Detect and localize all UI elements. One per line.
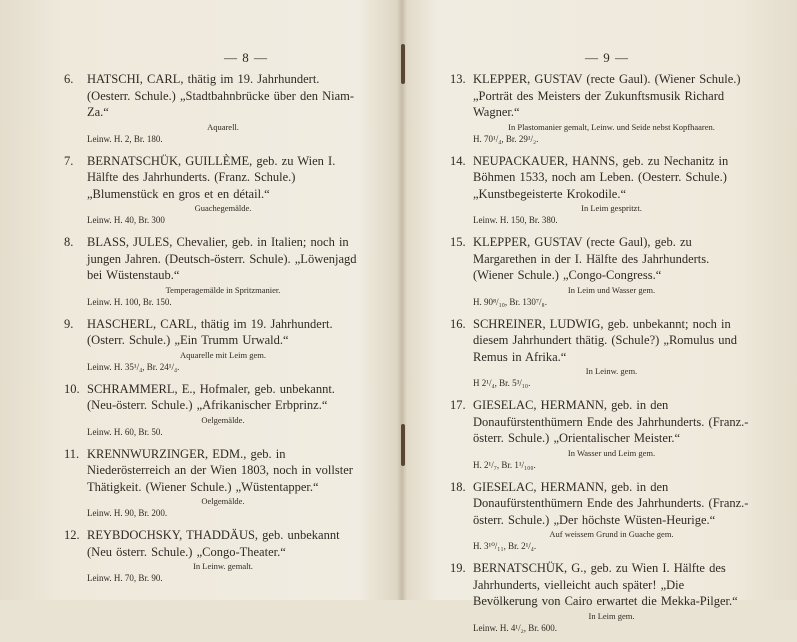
entry-measure: H. 3¹⁰/₁₁, Br. 2¹/₄. (473, 541, 537, 551)
entry-number: 18. (450, 479, 466, 494)
entry-number: 11. (64, 446, 80, 461)
catalog-entry (64, 71, 359, 146)
entry-technique: Oelgemälde. (201, 414, 245, 425)
entry-number: 14. (450, 153, 466, 168)
left-page (64, 0, 359, 600)
entry-text: GIESELAC, HERMANN, geb. in den Donaufürstenthümern Ende des Jahrhunderts. (Franz.-österr. Schule.) „Orientalischer Meister.“ (473, 398, 749, 445)
entry-number: 16. (450, 316, 466, 331)
catalog-entry (450, 316, 750, 391)
entry-measure: H. 90⁸/₁₀, Br. 130⁷/₈. (473, 296, 547, 307)
catalog-entry (450, 153, 750, 228)
entry-text: NEUPACKAUER, HANNS, geb. zu Nechanitz in Böhmen 1533, noch am Leben. (Oesterr. Schule.) „Kunstbegeisterte Krokodile.“ (473, 153, 729, 201)
binding-thread-top (401, 44, 405, 84)
entry-technique: In Leim und Wasser gem. (567, 284, 656, 295)
right-entry-list (450, 71, 750, 642)
entry-measure: H 2¹/₄, Br. 5³/₁₀. (473, 378, 531, 388)
entry-text: SCHREINER, LUDWIG, geb. unbekannt; noch in diesem Jahrhundert thätig. (Schule?) „Romulus und Remus in Afrika.“ (473, 316, 737, 364)
entry-measure: Leinw. H. 40, Br. 300 (87, 215, 165, 225)
catalog-entry (64, 316, 359, 374)
catalog-entry (450, 397, 750, 472)
entry-number: 8. (64, 235, 74, 249)
entry-technique: In Leim gem. (588, 610, 635, 621)
entry-technique: Auf weissem Grund in Guache gem. (549, 529, 674, 539)
entry-text: KRENNWURZINGER, EDM., geb. in Niederösterreich an der Wien 1803, noch in vollster Thätigkeit. (Wiener Schule.) „Wüstentapper.“ (87, 446, 353, 494)
entry-measure: Leinw. H. 60, Br. 50. (87, 426, 163, 437)
entry-technique: Guachegemälde. (194, 203, 252, 213)
left-entry-list (64, 71, 359, 592)
catalog-entry (450, 234, 750, 309)
catalog-entry (64, 234, 359, 309)
catalog-entry (450, 479, 750, 554)
entry-number: 12. (64, 528, 80, 542)
entry-technique: Oelgemälde. (201, 496, 245, 506)
catalog-entry (64, 527, 359, 585)
entry-measure: H. 2¹/₇, Br. 1¹/₁₀₀. (473, 459, 536, 470)
entry-number: 17. (450, 398, 466, 412)
page-number-left: — 8 — (224, 50, 268, 65)
binding-thread-bottom (401, 424, 405, 466)
entry-text: BERNATSCHÜK, G., geb. zu Wien I. Hälfte des Jahrhunderts, vielleicht auch später! „Die Bevölkerung von Cairo erwartet die Mekka-Pilger.“ (473, 561, 738, 608)
entry-text: SCHRAMMERL, E., Hofmaler, geb. unbekannt. (Neu-österr. Schule.) „Afrikanischer Erbprinz.“ (87, 381, 335, 412)
entry-measure: Leinw. H. 2, Br. 180. (87, 133, 163, 144)
entry-technique: Aquarell. (207, 121, 239, 132)
entry-number: 10. (64, 381, 80, 396)
entry-text: HATSCHI, CARL, thätig im 19. Jahrhundert. (Oesterr. Schule.) „Stadtbahnbrücke über den Niam-Za.“ (87, 72, 355, 119)
entry-technique: Temperagemälde in Spritzmanier. (165, 284, 281, 295)
catalog-entry (450, 560, 750, 635)
entry-measure: Leinw. H. 70, Br. 90. (87, 573, 163, 583)
entry-technique: Aquarelle mit Leim gem. (180, 349, 266, 360)
entry-technique: In Leinw. gemalt. (193, 561, 253, 571)
entry-technique: In Wasser und Leim gem. (567, 447, 656, 458)
entry-number: 6. (64, 72, 74, 86)
entry-number: 19. (450, 561, 466, 575)
entry-text: REYBDOCHSKY, THADDÄUS, geb. unbekannt (Neu österr. Schule.) „Congo-Theater.“ (87, 528, 340, 559)
entry-measure: H. 70¹/₄, Br. 29¹/₂. (473, 133, 539, 144)
entry-text: BLASS, JULES, Chevalier, geb. in Italien; noch in jungen Jahren. (Deutsch-österr. Schule). „Löwenjagd bei Wüstenstaub.“ (87, 235, 357, 282)
entry-number: 13. (450, 72, 466, 86)
entry-text: HASCHERL, CARL, thätig im 19. Jahrhundert. (Osterr. Schule.) „Ein Trumm Urwald.“ (87, 316, 333, 347)
catalog-entry (64, 446, 359, 521)
entry-text: BERNATSCHÜK, GUILLÈME, geb. zu Wien I. Hälfte des Jahrhunderts. (Franz. Schule.) „Blumenstück en gros et en détail.“ (87, 153, 336, 201)
catalog-entry (450, 71, 750, 146)
entry-technique: In Leinw. gem. (585, 366, 638, 376)
catalog-entry (64, 153, 359, 228)
entry-technique: In Leim gespritzt. (581, 203, 642, 213)
page-number-right: — 9 — (585, 50, 629, 65)
entry-measure: Leinw. H. 150, Br. 380. (473, 215, 558, 225)
entry-text: GIESELAC, HERMANN, geb. in den Donaufürstenthümern Ende des Jahrhunderts. (Franz.-österr. Schule.) „Der höchste Wüsten-Heurige.“ (473, 479, 749, 527)
entry-number: 15. (450, 235, 466, 249)
entry-text: KLEPPER, GUSTAV (recte Gaul), geb. zu Margarethen in der I. Hälfte des Jahrhunderts. (Wiener Schule.) „Congo-Congress.“ (473, 235, 710, 282)
entry-text: KLEPPER, GUSTAV (recte Gaul). (Wiener Schule.) „Porträt des Meisters der Zukunftsmusik Richard Wagner.“ (473, 72, 741, 119)
entry-measure: Leinw. H. 90, Br. 200. (87, 508, 168, 518)
entry-measure: Leinw. H. 35¹/₄, Br. 24¹/₄. (87, 361, 180, 372)
book-gutter (397, 0, 407, 600)
entry-technique: In Plastomanier gemalt, Leinw. und Seide nebst Kopfhaaren. (508, 121, 715, 132)
catalog-entry (64, 381, 359, 439)
right-page (450, 0, 750, 633)
entry-number: 7. (64, 153, 74, 168)
entry-measure: Leinw. H. 100, Br. 150. (87, 296, 172, 307)
entry-measure: Leinw. H. 4¹/₂, Br. 600. (473, 622, 557, 633)
entry-number: 9. (64, 316, 74, 331)
